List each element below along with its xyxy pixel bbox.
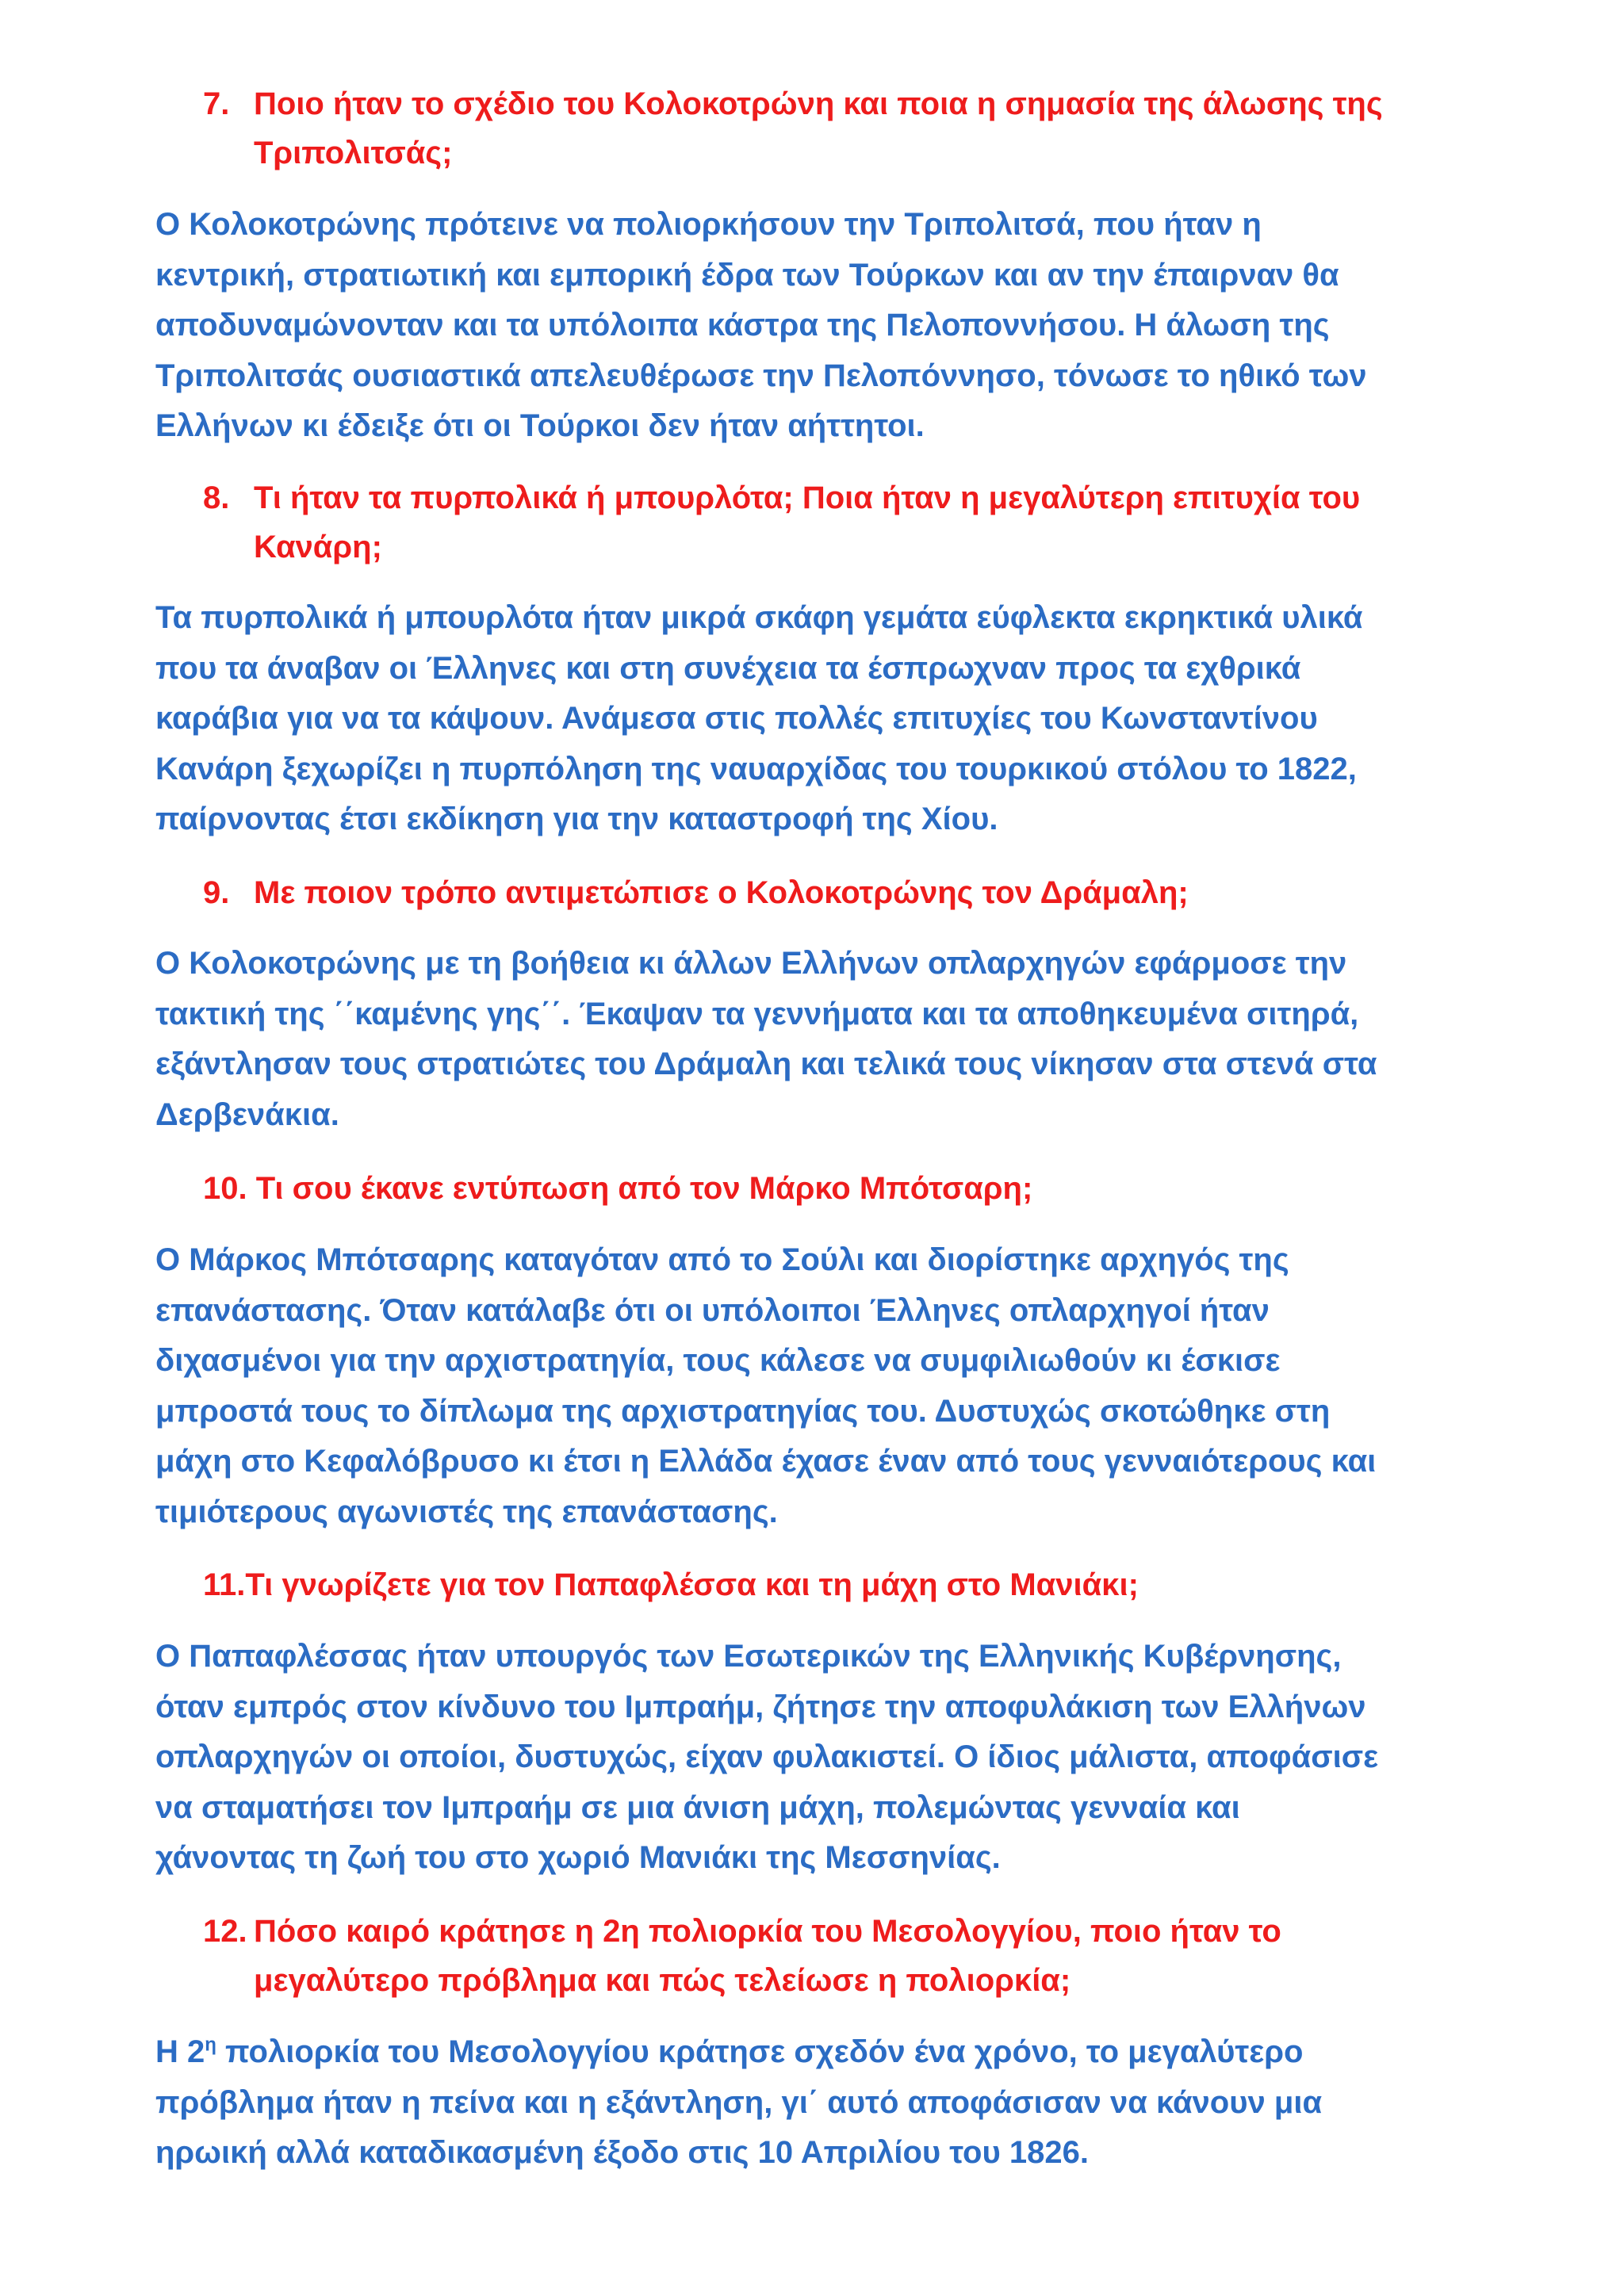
answer-line: Ο Παπαφλέσσας ήταν υπουργός των Εσωτερικών της Ελληνικής Κυβέρνησης,: [155, 1639, 1342, 1674]
question-line: Τι ήταν τα πυρπολικά ή μπουρλότα; Ποια ήταν η μεγαλύτερη επιτυχία του: [254, 480, 1361, 515]
question-12: [203, 1907, 1472, 2005]
superscript: η: [205, 2034, 216, 2056]
answer-line: τιμιότερους αγωνιστές της επανάστασης.: [155, 1494, 778, 1529]
answer-line: χάνοντας τη ζωή του στο χωριό Μανιάκι της Μεσσηνίας.: [155, 1840, 1001, 1875]
question-line: Τριπολιτσάς;: [254, 136, 453, 170]
answer-rest: πολιορκία του Μεσολογγίου κράτησε σχεδόν ένα χρόνο, το μεγαλύτερο: [216, 2034, 1304, 2069]
question-number: 8.: [203, 480, 230, 515]
answer-line: [155, 2027, 1488, 2078]
answer-12: [155, 2027, 1488, 2179]
question-10: [203, 1164, 1472, 1213]
question-number: 12.: [203, 1914, 247, 1949]
answer-line: τακτική της ΄΄καμένης γης΄΄. Έκαψαν τα γεννήματα και τα αποθηκευμένα σιτηρά,: [155, 996, 1359, 1031]
question-line: μεγαλύτερο πρόβλημα και πώς τελείωσε η πολιορκία;: [254, 1963, 1071, 1998]
answer-line: οπλαρχηγών οι οποίοι, δυστυχώς, είχαν φυλακιστεί. Ο ίδιος μάλιστα, αποφάσισε: [155, 1739, 1379, 1774]
answer-line: Δερβενάκια.: [155, 1096, 339, 1132]
answer-line: Ο Κολοκοτρώνης πρότεινε να πολιορκήσουν την Τριπολιτσά, που ήταν η: [155, 207, 1262, 242]
answer-line: διχασμένοι για την αρχιστρατηγία, τους κάλεσε να συμφιλιωθούν κι έσκισε: [155, 1343, 1281, 1378]
question-line: Ποιο ήταν το σχέδιο του Κολοκοτρώνη και ποια η σημασία της άλωσης της: [254, 86, 1383, 121]
answer-line: όταν εμπρός στον κίνδυνο του Ιμπραήμ, ζήτησε την αποφυλάκιση των Ελλήνων: [155, 1689, 1366, 1724]
answer-line: επανάστασης. Όταν κατάλαβε ότι οι υπόλοιποι Έλληνες οπλαρχηγοί ήταν: [155, 1292, 1270, 1328]
answer-8: [155, 593, 1488, 845]
question-line: Πόσο καιρό κράτησε η 2η πολιορκία του Μεσολογγίου, ποιο ήταν το: [254, 1914, 1281, 1949]
answer-line: που τα άναβαν οι Έλληνες και στη συνέχεια τα έσπρωχναν προς τα εχθρικά: [155, 650, 1301, 686]
answer-line: Ο Μάρκος Μπότσαρης καταγόταν από το Σούλι και διορίστηκε αρχηγός της: [155, 1242, 1289, 1277]
answer-7: [155, 200, 1488, 452]
answer-line: Τα πυρπολικά ή μπουρλότα ήταν μικρά σκάφη γεμάτα εύφλεκτα εκρηκτικά υλικά: [155, 600, 1363, 635]
answer-line: κεντρική, στρατιωτική και εμπορική έδρα των Τούρκων και αν την έπαιρναν θα: [155, 257, 1339, 293]
answer-line: να σταματήσει τον Ιμπραήμ σε μια άνιση μάχη, πολεμώντας γενναία και: [155, 1789, 1240, 1825]
answer-line: Τριπολιτσάς ουσιαστικά απελευθέρωσε την Πελοπόννησο, τόνωσε το ηθικό των: [155, 358, 1367, 393]
answer-10: [155, 1235, 1488, 1537]
answer-line: καράβια για να τα κάψουν. Ανάμεσα στις πολλές επιτυχίες του Κωνσταντίνου: [155, 701, 1318, 736]
question-8: [203, 473, 1472, 572]
answer-prefix: Η 2: [155, 2034, 205, 2069]
question-line: 11.Τι γνωρίζετε για τον Παπαφλέσσα και τη μάχη στο Μανιάκι;: [203, 1567, 1139, 1602]
answer-line: ηρωική αλλά καταδικασμένη έξοδο στις 10 Απριλίου του 1826.: [155, 2135, 1089, 2170]
question-number: 9.: [203, 875, 230, 910]
answer-line: μάχη στο Κεφαλόβρυσο κι έτσι η Ελλάδα έχασε έναν από τους γενναιότερους και: [155, 1444, 1377, 1479]
answer-line: παίρνοντας έτσι εκδίκηση για την καταστροφή της Χίου.: [155, 802, 998, 836]
question-11: [203, 1560, 1472, 1609]
question-9: [203, 868, 1472, 917]
answer-11: [155, 1632, 1488, 1884]
answer-line: Κανάρη ξεχωρίζει η πυρπόληση της ναυαρχίδας του τουρκικού στόλου το 1822,: [155, 751, 1357, 786]
answer-9: [155, 939, 1488, 1140]
question-line: 10. Τι σου έκανε εντύπωση από τον Μάρκο Μπότσαρη;: [203, 1171, 1033, 1206]
question-7: [203, 79, 1472, 178]
answer-line: πρόβλημα ήταν η πείνα και η εξάντληση, γι΄ αυτό αποφάσισαν να κάνουν μια: [155, 2084, 1323, 2120]
question-number: 7.: [203, 86, 230, 121]
answer-line: Ο Κολοκοτρώνης με τη βοήθεια κι άλλων Ελλήνων οπλαρχηγών εφάρμοσε την: [155, 946, 1347, 981]
answer-line: αποδυναμώνονταν και τα υπόλοιπα κάστρα της Πελοποννήσου. Η άλωση της: [155, 308, 1330, 342]
answer-line: Ελλήνων κι έδειξε ότι οι Τούρκοι δεν ήταν αήττητοι.: [155, 408, 925, 443]
answer-line: εξάντλησαν τους στρατιώτες του Δράμαλη και τελικά τους νίκησαν στα στενά στα: [155, 1047, 1377, 1081]
question-line: Με ποιον τρόπο αντιμετώπισε ο Κολοκοτρώνης τον Δράμαλη;: [254, 875, 1189, 910]
question-line: Κανάρη;: [254, 530, 382, 564]
answer-line: μπροστά τους το δίπλωμα της αρχιστρατηγίας του. Δυστυχώς σκοτώθηκε στη: [155, 1393, 1331, 1429]
